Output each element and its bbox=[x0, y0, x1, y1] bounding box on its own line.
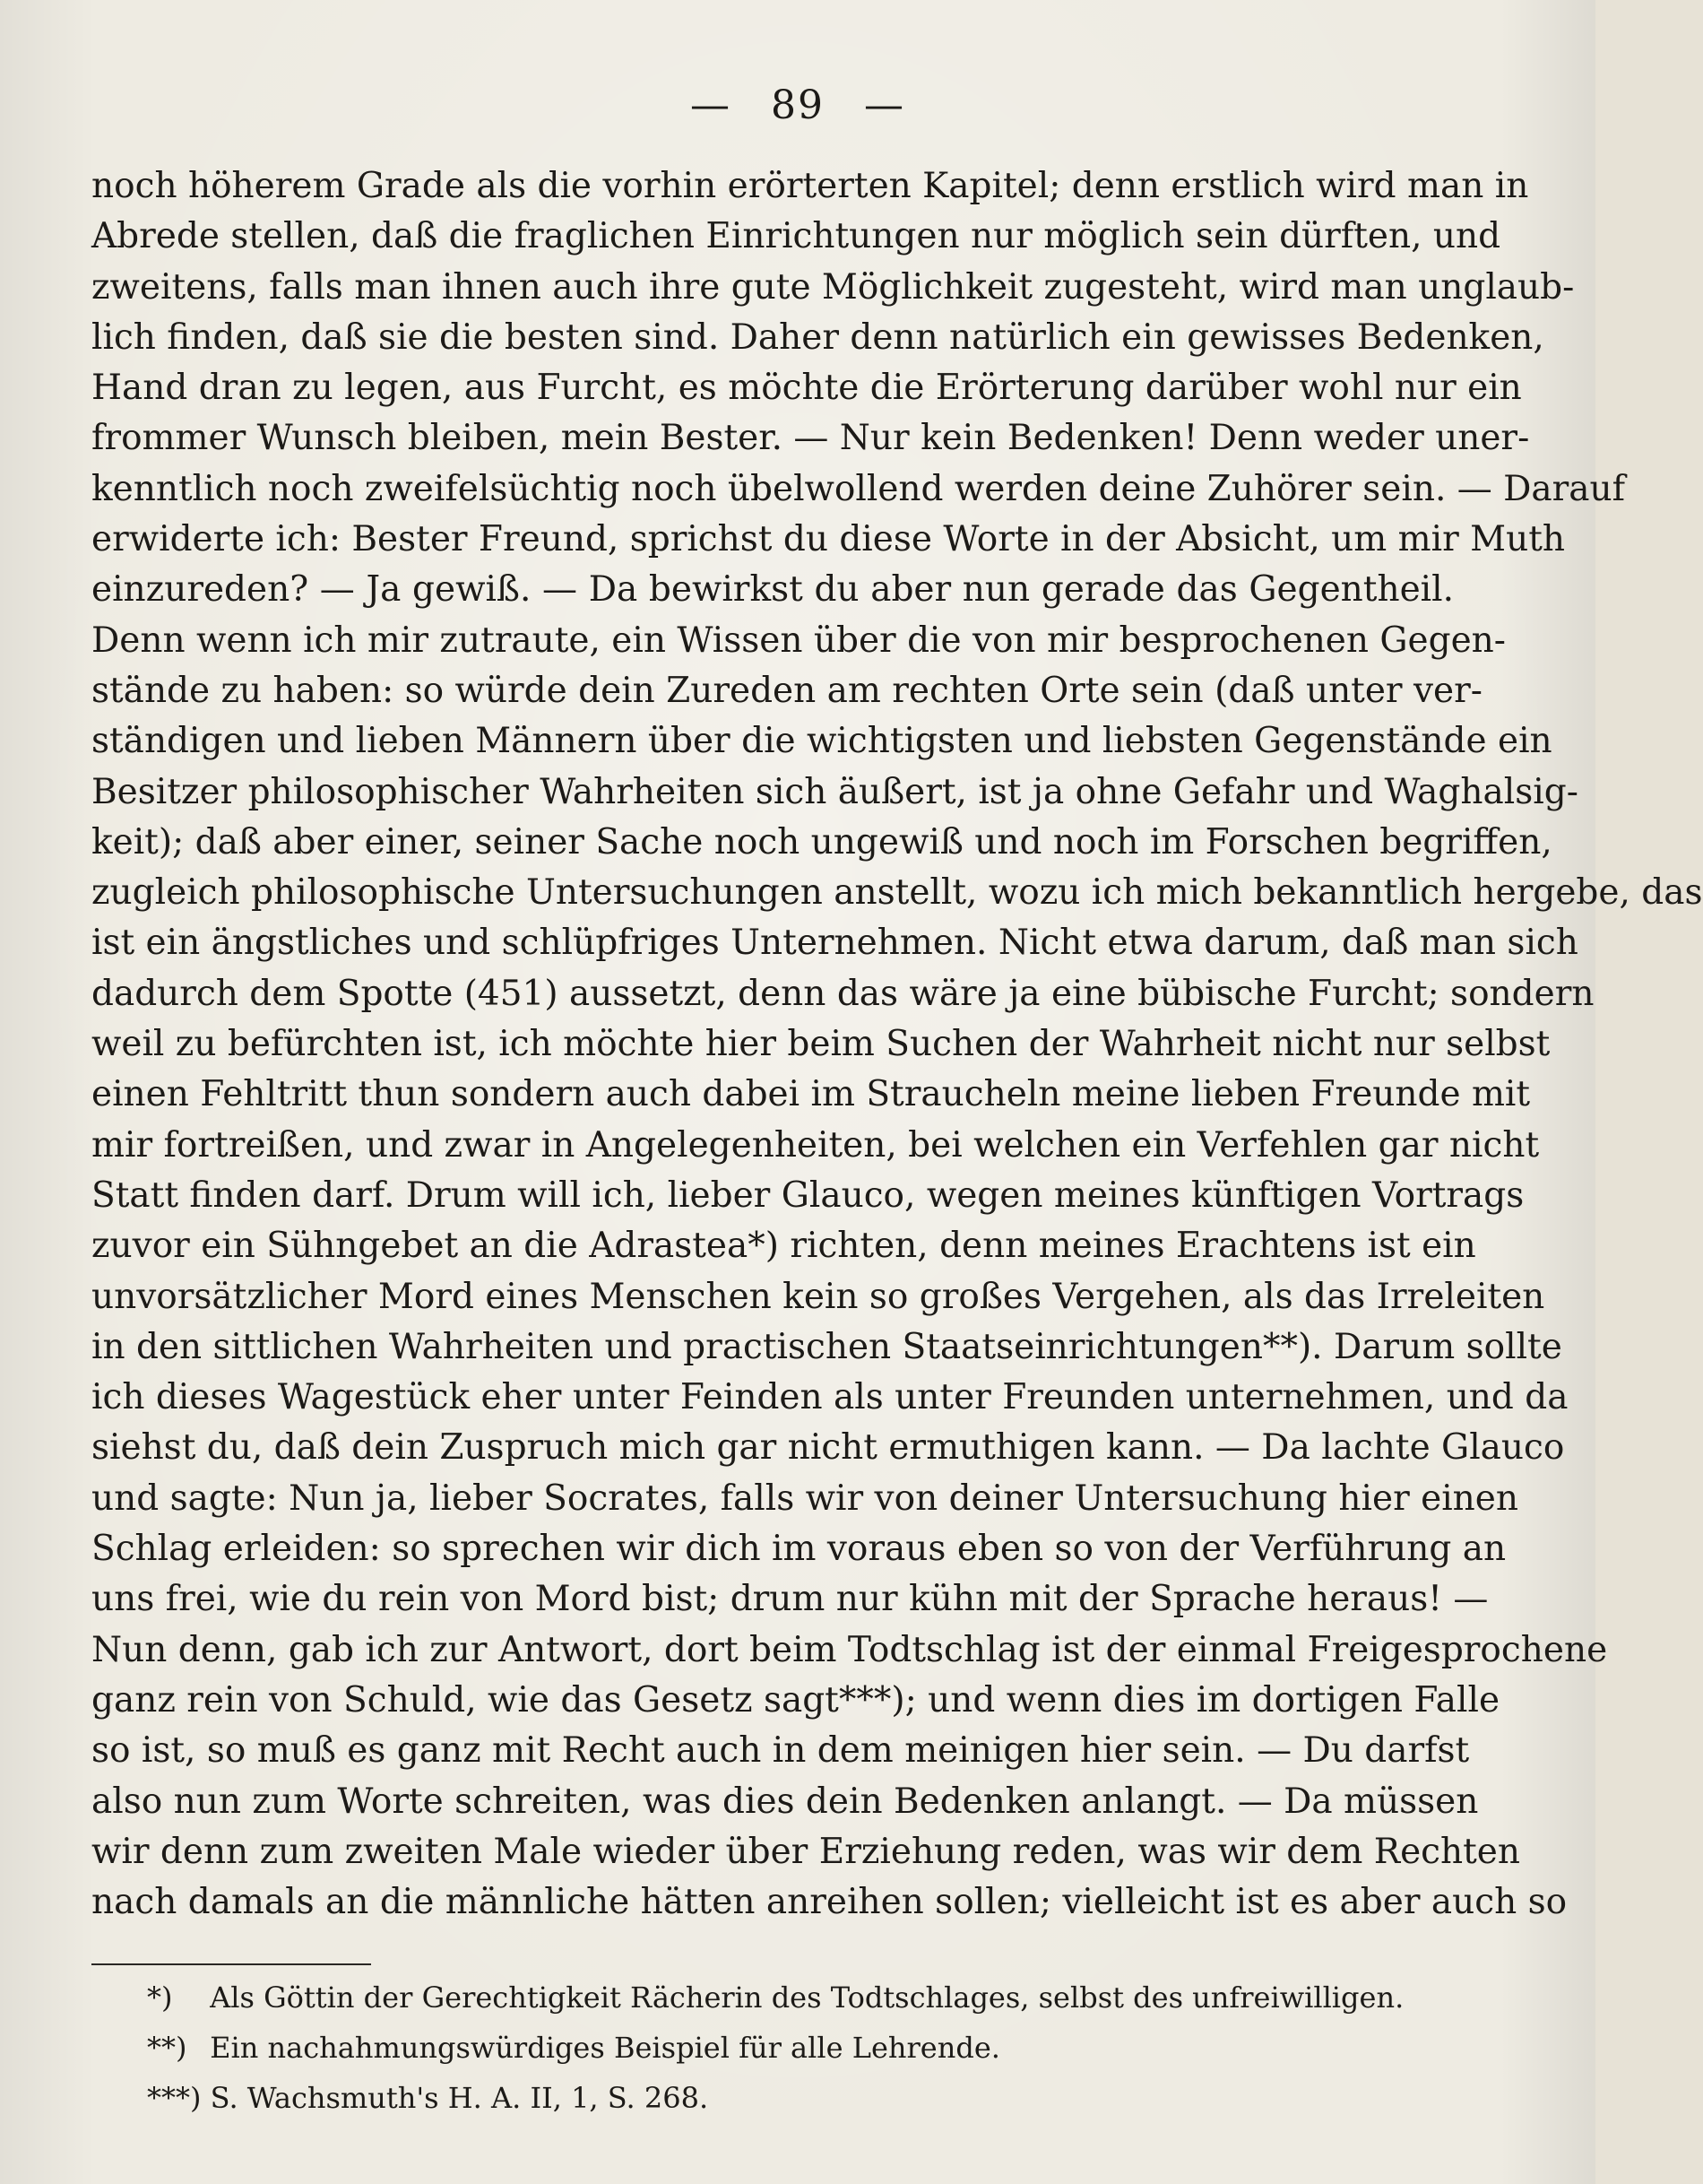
footnote-text: S. Wachsmuth's H. A. II, 1, S. 268. bbox=[210, 2081, 709, 2115]
text-line: lich finden, daß sie die besten sind. Daher denn natürlich ein gewisses Bedenken, bbox=[91, 316, 1544, 358]
text-line: einzureden? — Ja gewiß. — Da bewirkst du aber nun gerade das Gegentheil. bbox=[91, 569, 1454, 611]
page-number-dash-right: — bbox=[864, 82, 905, 128]
footnote-text: Als Göttin der Gerechtigkeit Rächerin des Todtschlages, selbst des unfreiwilligen. bbox=[210, 1980, 1405, 2015]
text-line: zuvor ein Sühngebet an die Adrastea*) richten, denn meines Erachtens ist ein bbox=[91, 1226, 1476, 1267]
text-line: noch höherem Grade als die vorhin erörterten Kapitel; denn erstlich wird man in bbox=[91, 166, 1529, 206]
footnote-marker: ***) bbox=[147, 2081, 202, 2115]
text-line: Hand dran zu legen, aus Furcht, es möchte die Erörterung darüber wohl nur ein bbox=[91, 368, 1522, 409]
footnote-marker: **) bbox=[147, 2031, 187, 2065]
text-line: nach damals an die männliche hätten anreihen sollen; vielleicht ist es aber auch so bbox=[91, 1882, 1568, 1923]
text-line: Nun denn, gab ich zur Antwort, dort beim Todtschlag ist der einmal Freigesprochene bbox=[91, 1629, 1608, 1670]
text-line: siehst du, daß dein Zuspruch mich gar nicht ermuthigen kann. — Da lachte Glauco bbox=[91, 1427, 1565, 1469]
page-number-dash-left: — bbox=[690, 82, 731, 128]
text-line: ich dieses Wagestück eher unter Feinden als unter Freunden unternehmen, und da bbox=[91, 1377, 1569, 1418]
page-number: 89 bbox=[771, 82, 825, 128]
text-line: so ist, so muß es ganz mit Recht auch in dem meinigen hier sein. — Du darfst bbox=[91, 1730, 1470, 1772]
text-line: zugleich philosophische Untersuchungen anstellt, wozu ich mich bekanntlich hergebe, das bbox=[91, 872, 1703, 914]
text-line: Besitzer philosophischer Wahrheiten sich äußert, ist ja ohne Gefahr und Waghalsig- bbox=[91, 771, 1578, 812]
text-line: wir denn zum zweiten Male wieder über Erziehung reden, was wir dem Rechten bbox=[91, 1831, 1520, 1872]
text-line: Statt finden darf. Drum will ich, lieber Glauco, wegen meines künftigen Vortrags bbox=[91, 1174, 1525, 1216]
text-line: und sagte: Nun ja, lieber Socrates, falls wir von deiner Untersuchung hier einen bbox=[91, 1478, 1518, 1519]
text-line: zweitens, falls man ihnen auch ihre gute Möglichkeit zugesteht, wird man unglaub- bbox=[91, 266, 1575, 308]
text-line: keit); daß aber einer, seiner Sache noch ungewiß und noch im Forschen begriffen, bbox=[91, 821, 1552, 862]
text-line: erwiderte ich: Bester Freund, sprichst du diese Worte in der Absicht, um mir Muth bbox=[91, 519, 1565, 560]
text-line: in den sittlichen Wahrheiten und practischen Staatseinrichtungen**). Darum sollte bbox=[91, 1326, 1562, 1367]
footnote-3 bbox=[147, 2073, 1402, 2123]
text-line: mir fortreißen, und zwar in Angelegenheiten, bei welchen ein Verfehlen gar nicht bbox=[91, 1124, 1540, 1166]
text-line: uns frei, wie du rein von Mord bist; drum nur kühn mit der Sprache heraus! — bbox=[91, 1579, 1489, 1620]
text-line: ständigen und lieben Männern über die wichtigsten und liebsten Gegenstände ein bbox=[91, 721, 1552, 762]
body-text bbox=[91, 161, 1703, 1928]
footnote-2 bbox=[147, 2023, 1402, 2073]
footnotes bbox=[147, 1972, 1405, 2123]
text-line: also nun zum Worte schreiten, was dies dein Bedenken anlangt. — Da müssen bbox=[91, 1781, 1479, 1822]
text-line: ist ein ängstliches und schlüpfriges Unternehmen. Nicht etwa darum, daß man sich bbox=[91, 923, 1578, 964]
text-line: Denn wenn ich mir zutraute, ein Wissen über die von mir besprochenen Gegen- bbox=[91, 620, 1506, 661]
text-line: unvorsätzlicher Mord eines Menschen kein so großes Vergehen, als das Irreleiten bbox=[91, 1276, 1545, 1317]
footnote-1 bbox=[147, 1972, 1405, 2023]
text-line: Schlag erleiden: so sprechen wir dich im voraus eben so von der Verführung an bbox=[91, 1529, 1507, 1570]
text-line: dadurch dem Spotte (451) aussetzt, denn das wäre ja eine bübische Furcht; sondern bbox=[91, 973, 1595, 1014]
footnote-divider bbox=[91, 1963, 371, 1965]
text-line: Abrede stellen, daß die fraglichen Einrichtungen nur möglich sein dürften, und bbox=[91, 216, 1501, 257]
footnote-text: Ein nachahmungswürdiges Beispiel für alle Lehrende. bbox=[210, 2031, 1000, 2065]
text-line: stände zu haben: so würde dein Zureden am rechten Orte sein (daß unter ver- bbox=[91, 670, 1483, 711]
text-line: kenntlich noch zweifelsüchtig noch übelwollend werden deine Zuhörer sein. — Darauf bbox=[91, 468, 1626, 509]
footnote-marker: *) bbox=[147, 1980, 173, 2015]
text-line: weil zu befürchten ist, ich möchte hier beim Suchen der Wahrheit nicht nur selbst bbox=[91, 1024, 1551, 1065]
text-line: einen Fehltritt thun sondern auch dabei im Straucheln meine lieben Freunde mit bbox=[91, 1074, 1531, 1115]
text-line: ganz rein von Schuld, wie das Gesetz sagt***); und wenn dies im dortigen Falle bbox=[91, 1679, 1500, 1720]
page-number-header bbox=[0, 82, 1595, 128]
text-line: frommer Wunsch bleiben, mein Bester. — Nur kein Bedenken! Denn weder uner- bbox=[91, 418, 1530, 459]
